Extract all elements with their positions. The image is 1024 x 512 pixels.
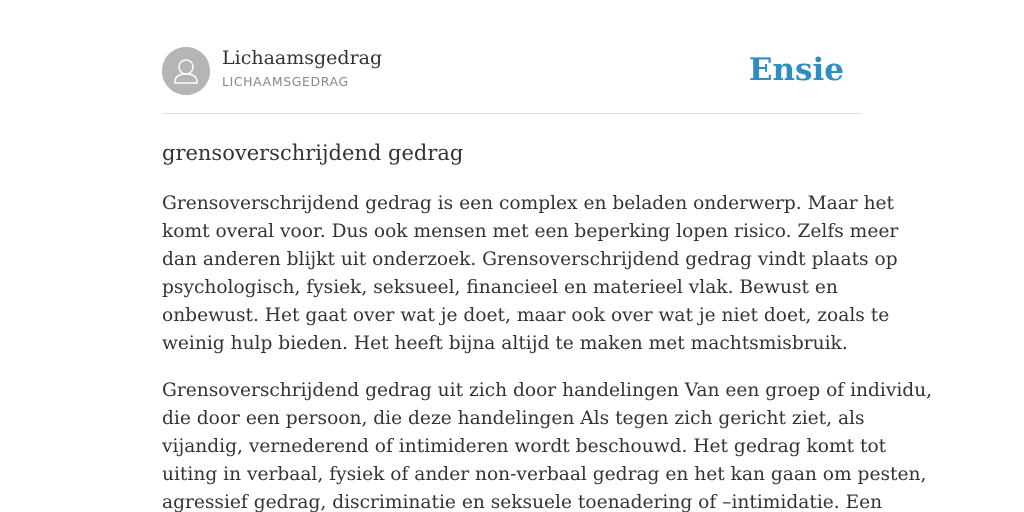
paragraph-line: Grensoverschrijdend gedrag is een complex en beladen onderwerp. Maar het [162, 193, 895, 214]
author-name[interactable]: Lichaamsgedrag [222, 47, 383, 69]
article-title: grensoverschrijdend gedrag [162, 141, 464, 165]
paragraph-line: uiting in verbaal, fysiek of ander non-verbaal gedrag en het kan gaan om pesten, [162, 464, 927, 485]
header-divider [162, 113, 862, 114]
author-tag[interactable]: LICHAAMSGEDRAG [222, 74, 349, 89]
user-icon [162, 47, 210, 95]
avatar[interactable] [162, 47, 210, 95]
article-body [162, 190, 933, 512]
paragraph-gap [162, 358, 874, 377]
paragraph-line: komt overal voor. Dus ook mensen met een beperking lopen risico. Zelfs meer [162, 221, 899, 242]
paragraph-line: weinig hulp bieden. Het heeft bijna altijd te maken met machtsmisbruik. [162, 333, 848, 354]
paragraph-line: agressief gedrag, discriminatie en seksuele toenadering of –intimidatie. Een [162, 492, 883, 512]
author-header [162, 46, 862, 96]
brand-logo[interactable]: Ensie [748, 52, 844, 88]
paragraph-line: die door een persoon, die deze handelingen Als tegen zich gericht ziet, als [162, 408, 865, 429]
paragraph-line: Grensoverschrijdend gedrag uit zich door handelingen Van een groep of individu, [162, 380, 933, 401]
paragraph-line: psychologisch, fysiek, seksueel, financieel en materieel vlak. Bewust en [162, 277, 838, 298]
paragraph-line: dan anderen blijkt uit onderzoek. Grensoverschrijdend gedrag vindt plaats op [162, 249, 898, 270]
paragraph-line: vijandig, vernederend of intimideren wordt beschouwd. Het gedrag komt tot [162, 436, 887, 457]
paragraph-line: onbewust. Het gaat over wat je doet, maar ook over wat je niet doet, zoals te [162, 305, 890, 326]
